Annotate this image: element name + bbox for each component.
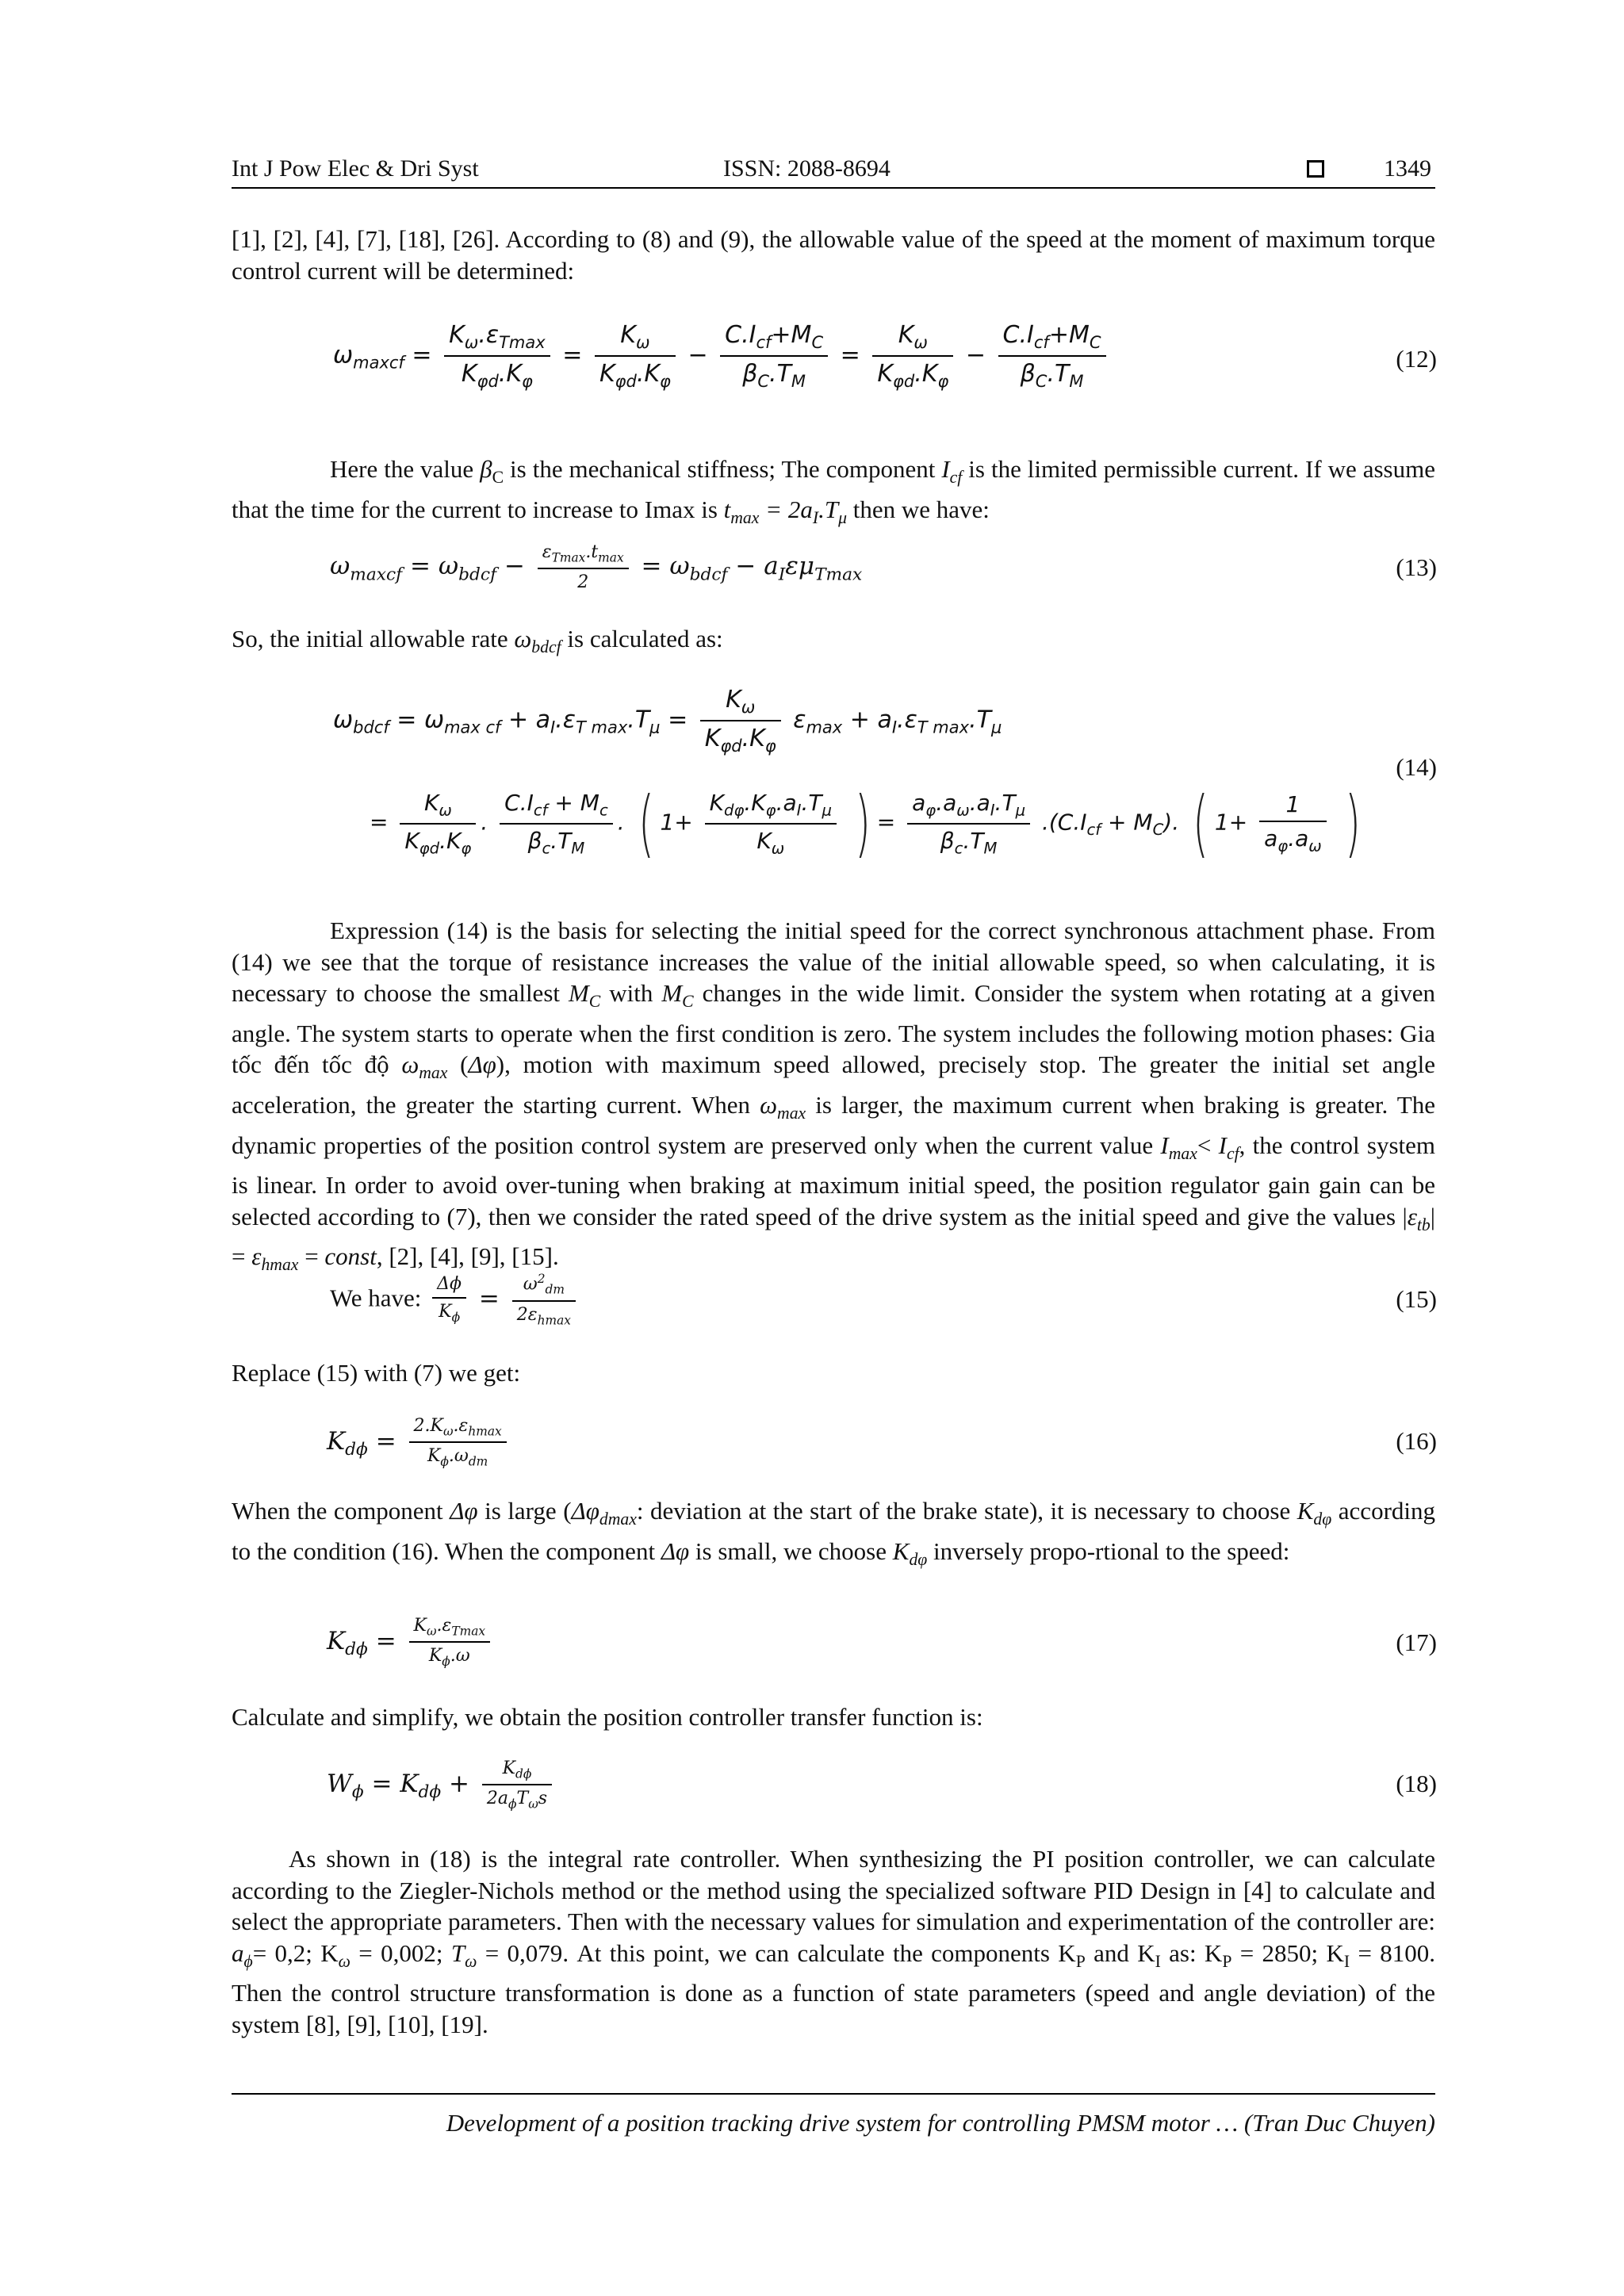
running-footer: Development of a position tracking drive system for controlling PMSM motor … (Tran Duc Chuyen) — [446, 2109, 1435, 2137]
page-number: 1349 — [1384, 155, 1431, 182]
paragraph-1: [1], [2], [4], [7], [18], [26]. According to (8) and (9), the allowable value of the speed at the moment of maximum torque control current will be determined: — [232, 225, 1435, 285]
equation-number-12: (12) — [1396, 345, 1437, 373]
paragraph-4: Expression (14) is the basis for selecting the initial speed for the correct synchronous attachment phase. From (14) we see that the torque of resistance increases the value of the initial allowable speed, so when calculating, it is necessary to choose the smallest $M_C$ with $M_C$ changes in the wide limit. Consider the system when rotating at a given angle. The system starts to operate when the first condition is zero. The system includes the following motion phases: Gia tốc đến tốc độ $\omega_{max}$ (Δφ), motion with maximum speed allowed, precisely stop. The greater the initial set angle acceleration, the greater the starting current. When $\omega_{max}$ is larger, the maximum current when braking is greater. The dynamic properties of the position control system are preserved only when the current value $I_{max}< I_{cf}$, the control system is linear. In order to avoid over-tuning when braking at maximum initial speed, the position regulator gain gain can be selected according to (7), then we consider the rated speed of the drive system as the initial speed and give the values $|\varepsilon_{tb}| = \varepsilon_{hmax}$ = const, [2], [4], [9], [15]. — [232, 916, 1436, 1275]
equation-13: $\omega_{maxcf} = \omega_{bdcf}$ − $\frac{\varepsilon_{Tmax}.t_{max}}{2}$ = $\omega_{bdcf} - a_I\varepsilon\mu_{Tmax}$ — [330, 542, 863, 593]
equation-number-18: (18) — [1396, 1770, 1437, 1797]
paragraph-6: When the component Δφ is large ($\Delta\varphi_{dmax}$: deviation at the start of the brake state), it is necessary to choose $K_{d\varphi}$ according to the condition (16). When the component Δφ is small, we choose $K_{d\varphi}$ inversely propo-rtional to the speed: — [232, 1497, 1435, 1569]
running-header-journal: Int J Pow Elec & Dri Syst — [232, 155, 479, 182]
page-box-icon — [1307, 155, 1324, 182]
header-rule — [232, 187, 1435, 189]
equation-15: We have: $\frac{\Delta\phi}{K_\phi}$ = $\frac{\omega^2_{dm}}{2\varepsilon_{hmax}}$ — [330, 1272, 580, 1327]
paragraph-2: Here the value $\beta_C$ is the mechanical stiffness; The component $I_{cf}$ is the limited permissible current. If we assume that the time for the current to increase to Imax is $t_{max} = 2a_I.T_\mu$ then we have: — [232, 455, 1435, 527]
equation-12: $\omega_{maxcf}$ = $\frac{K_\omega.\varepsilon_{Tmax}}{K_{\varphi d}.K_\varphi}$ = $\frac{K_\omega}{K_{\varphi d}.K_\varphi}$ − $\frac{C.I_{cf}+M_C}{\beta_C.T_M}$ = $\frac{K_\omega}{K_{\varphi d}.K_\varphi}$ − $\frac{C.I_{cf}+M_C}{\beta_C.T_M}$ — [333, 321, 1111, 391]
running-header-issn: ISSN: 2088-8694 — [723, 155, 891, 182]
equation-number-13: (13) — [1396, 553, 1437, 581]
equation-18: $W_\phi = K_{d\phi}$ + $\frac{K_{d\phi}}{2a_\phi T_\omega s}$ — [327, 1758, 557, 1812]
paragraph-8: As shown in (18) is the integral rate controller. When synthesizing the PI position controller, we can calculate according to the Ziegler-Nichols method or the method using the specialized software PID Design in [4] to calculate and select the appropriate parameters. Then with the necessary values for simulation and experimentation of the controller are: $a_\phi= 0,2$; $K_\omega = 0,002$; $T_\omega = 0,079$. At this point, we can calculate the components $K_P$ and $K_I$ as: $K_P = 2850$; $K_I = 8100$. Then the control structure transformation is done as a function of state parameters (speed and angle deviation) of the system [8], [9], [10], [19]. — [232, 1845, 1436, 2038]
equation-16: $K_{d\phi}$ = $\frac{2.K_\omega.\varepsilon_{hmax}}{K_\phi.\omega_{dm}}$ — [327, 1416, 511, 1469]
equation-14-line-1: $\omega_{bdcf} = \omega_{max cf} + a_I.\varepsilon_{T max}.T_\mu$ = $\frac{K_\omega}{K_{\varphi d}.K_\varphi}$ $\varepsilon_{max} + a_I.\varepsilon_{T max}.T_\mu$ — [333, 686, 1002, 756]
equation-number-17: (17) — [1396, 1628, 1437, 1656]
equation-14-line-2: = $\frac{K_\omega}{K_{\varphi d}.K_\varphi}$ . $\frac{C.I_{cf} + M_c}{\beta_c.T_M}$ . ( 1+ $\frac{K_{d\varphi}.K_\varphi.a_I.T_\mu}{K_\omega}$ ) = $\frac{a_\varphi.a_\omega.a_I.T_\mu}{\beta_c.T_M}$ $.(C.I_{cf} + M_C)$. ( 1+ $\frac{1}{a_\varphi.a_\omega}$ ) — [370, 781, 1361, 866]
paragraph-5: Replace (15) with (7) we get: — [232, 1359, 521, 1387]
equation-number-16: (16) — [1396, 1427, 1437, 1455]
footer-rule — [232, 2093, 1435, 2095]
paragraph-7: Calculate and simplify, we obtain the position controller transfer function is: — [232, 1703, 983, 1731]
equation-number-15: (15) — [1396, 1285, 1437, 1313]
equation-17: $K_{d\phi}$ = $\frac{K_\omega.\varepsilon_{Tmax}}{K_\phi.\omega}$ — [327, 1616, 495, 1669]
paragraph-3: So, the initial allowable rate $\omega_{bdcf}$ is calculated as: — [232, 625, 723, 657]
equation-number-14: (14) — [1396, 753, 1437, 781]
